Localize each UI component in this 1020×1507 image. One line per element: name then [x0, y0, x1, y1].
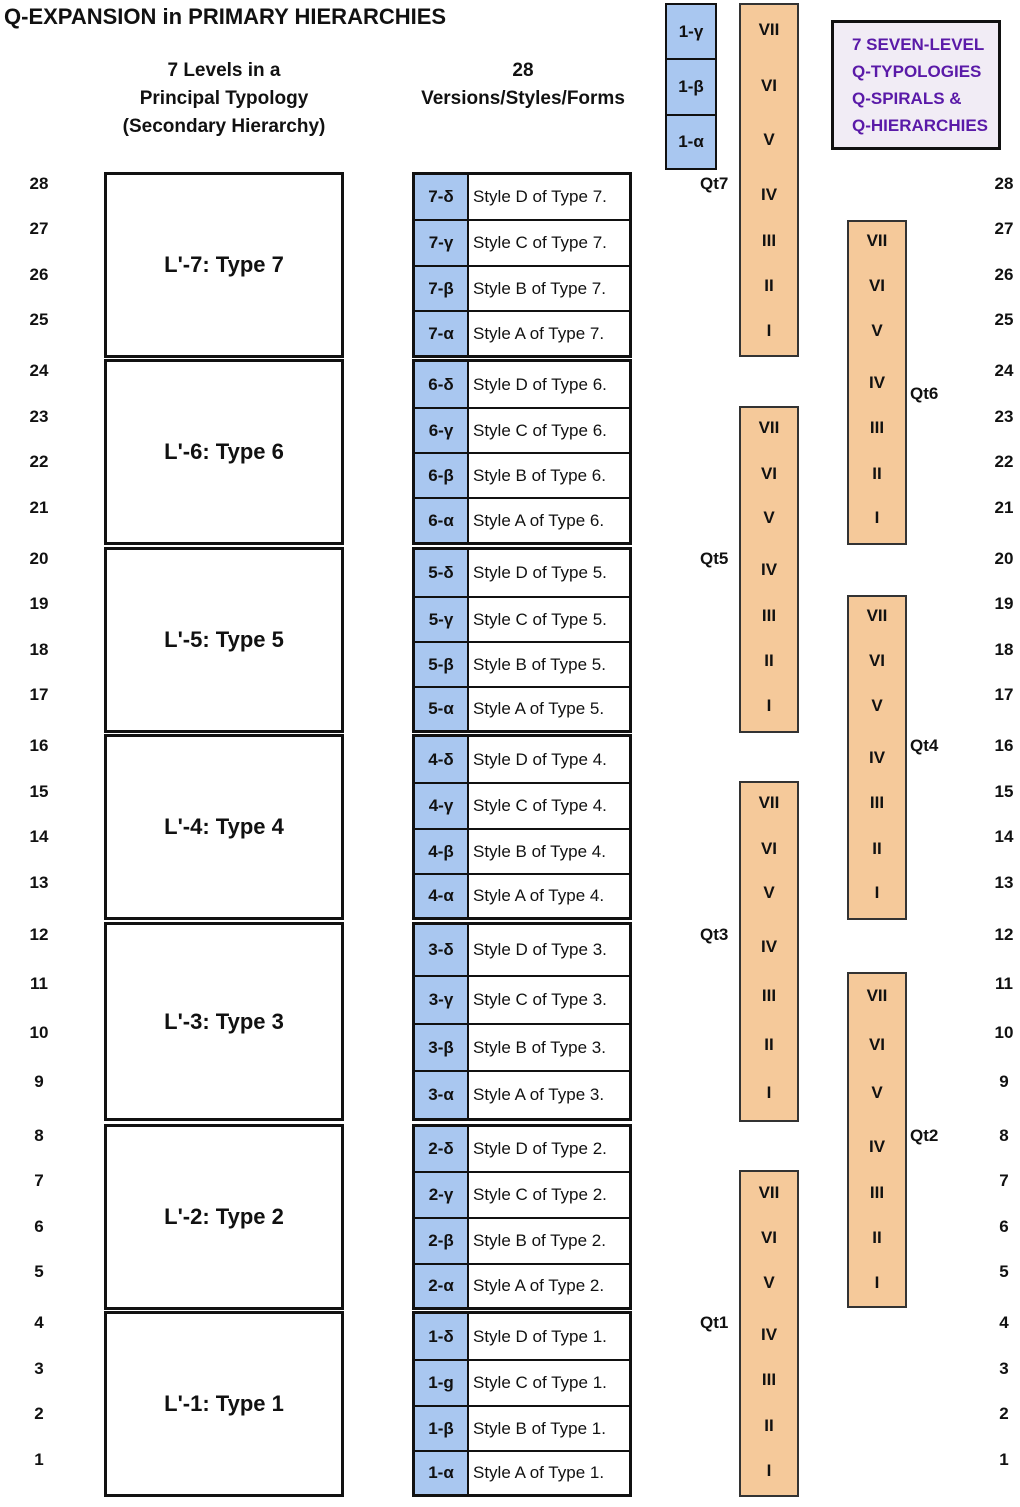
version-code: 1-α	[415, 1452, 469, 1494]
level-number: 18	[29, 640, 49, 659]
version-row	[415, 219, 629, 265]
spiral-bar	[739, 781, 799, 1122]
spiral-bar	[847, 595, 907, 920]
version-row	[415, 1405, 629, 1450]
version-code: 5-α	[415, 688, 469, 730]
version-code: 7-β	[415, 267, 469, 310]
spiral-level: IV	[760, 937, 778, 956]
version-code: 5-δ	[415, 550, 469, 596]
level-number: 3	[999, 1359, 1009, 1378]
spiral-level: V	[763, 508, 775, 527]
spiral-level: VII	[866, 606, 888, 625]
spiral-bar	[847, 220, 907, 545]
version-code: 3-δ	[415, 925, 469, 975]
level-number: 20	[994, 549, 1014, 568]
version-label: Style B of Type 2.	[473, 1231, 606, 1250]
level-number: 9	[34, 1072, 44, 1091]
level-number: 15	[994, 782, 1014, 801]
version-row	[415, 550, 629, 596]
version-label: Style C of Type 5.	[473, 609, 607, 629]
version-label: Style B of Type 7.	[473, 278, 606, 298]
version-row	[415, 1171, 629, 1217]
version-row	[415, 310, 629, 355]
spiral-level: V	[763, 130, 775, 149]
level-number: 22	[994, 452, 1014, 471]
level-number: 5	[999, 1262, 1009, 1281]
level-number: 7	[34, 1171, 44, 1190]
version-label: Style A of Type 6.	[473, 510, 605, 530]
version-row	[415, 782, 629, 828]
level-number: 17	[29, 685, 49, 704]
version-row	[415, 828, 629, 873]
version-code: 2-β	[415, 1219, 469, 1263]
level-number: 3	[34, 1359, 44, 1378]
type-box: L'-4: Type 4	[104, 734, 344, 920]
level-number: 18	[994, 640, 1014, 659]
heading-versions: 28 Versions/Styles/Forms	[421, 60, 625, 109]
version-row	[415, 265, 629, 310]
page-title: Q-EXPANSION in PRIMARY HIERARCHIES	[4, 4, 447, 29]
spiral-level: VII	[758, 20, 780, 39]
level-number: 16	[29, 736, 49, 755]
spiral-level: V	[871, 1083, 883, 1102]
level-number: 12	[994, 925, 1014, 944]
heading-principal-typology: 7 Levels in a Principal Typology (Secondary Hierarchy)	[122, 60, 326, 137]
spiral-level: IV	[760, 1325, 778, 1344]
version-label: Style D of Type 5.	[473, 563, 607, 582]
spiral-level: III	[761, 986, 777, 1005]
level-number: 4	[34, 1313, 44, 1332]
version-code: 5-β	[415, 643, 469, 686]
spiral-level: IV	[868, 373, 886, 392]
spiral-level: VI	[760, 1228, 778, 1247]
spiral-level: II	[872, 839, 882, 858]
spiral-level: III	[761, 1370, 777, 1389]
type-box: L'-3: Type 3	[104, 922, 344, 1121]
version-code: 2-α	[415, 1265, 469, 1307]
version-label: Style A of Type 5.	[473, 699, 605, 718]
spiral-level: VI	[868, 651, 886, 670]
type-box: L'-6: Type 6	[104, 359, 344, 545]
version-group	[412, 547, 632, 733]
spiral-level: III	[869, 793, 885, 812]
version-code: 3-β	[415, 1025, 469, 1070]
level-number: 11	[995, 974, 1013, 993]
version-row	[415, 175, 629, 219]
spiral-level: II	[872, 464, 882, 483]
spiral-level: I	[766, 696, 772, 715]
spiral-level: V	[871, 321, 883, 340]
greek-cell: 1-α	[665, 114, 717, 170]
legend-line: Q-SPIRALS &	[852, 89, 962, 108]
spiral-label: Qt3	[700, 925, 729, 944]
version-code: 2-γ	[415, 1173, 469, 1217]
spiral-level: I	[874, 508, 880, 527]
spiral-level: II	[764, 1035, 774, 1054]
spiral-label: Qt5	[700, 549, 729, 568]
spiral-level: IV	[868, 748, 886, 767]
level-number: 19	[29, 594, 49, 613]
level-number: 17	[994, 685, 1014, 704]
level-number: 21	[29, 498, 49, 517]
version-row	[415, 1314, 629, 1359]
level-number: 13	[29, 873, 49, 892]
legend-box	[831, 20, 1001, 150]
spiral-level: II	[764, 276, 774, 295]
spiral-level: V	[763, 883, 775, 902]
version-code: 2-δ	[415, 1127, 469, 1171]
version-row	[415, 1263, 629, 1307]
level-number: 20	[29, 549, 49, 568]
spiral-bar	[847, 972, 907, 1308]
spiral-level: III	[869, 418, 885, 437]
level-number: 7	[999, 1171, 1009, 1190]
level-number: 23	[994, 407, 1014, 426]
legend-line: Q-TYPOLOGIES	[852, 62, 982, 81]
version-row	[415, 362, 629, 407]
type-box: L'-1: Type 1	[104, 1311, 344, 1497]
spiral-level: I	[874, 883, 880, 902]
version-group	[412, 172, 632, 358]
level-number: 10	[29, 1023, 49, 1042]
level-number: 27	[994, 219, 1014, 238]
level-number: 15	[29, 782, 49, 801]
level-number: 26	[994, 265, 1014, 284]
level-number: 6	[34, 1217, 44, 1236]
level-number: 9	[999, 1072, 1009, 1091]
version-label: Style C of Type 6.	[473, 420, 607, 440]
version-row	[415, 641, 629, 686]
level-number: 25	[29, 310, 49, 329]
level-number: 21	[994, 498, 1014, 517]
spiral-level: VII	[758, 1183, 780, 1202]
spiral-level: VII	[866, 986, 888, 1005]
level-number: 2	[34, 1404, 44, 1423]
version-label: Style B of Type 6.	[473, 465, 606, 485]
version-label: Style B of Type 4.	[473, 841, 606, 861]
version-row	[415, 1217, 629, 1263]
version-label: Style C of Type 3.	[473, 990, 607, 1009]
version-label: Style A of Type 1.	[473, 1463, 605, 1482]
level-number: 13	[994, 873, 1014, 892]
spiral-label: Qt6	[910, 384, 939, 403]
version-row	[415, 596, 629, 641]
version-label: Style D of Type 4.	[473, 749, 607, 769]
spiral-level: I	[766, 1083, 772, 1102]
version-code: 7-α	[415, 312, 469, 355]
version-code: 4-α	[415, 875, 469, 917]
version-row	[415, 737, 629, 782]
spiral-label: Qt4	[910, 736, 939, 755]
version-label: Style C of Type 2.	[473, 1185, 607, 1204]
version-label: Style D of Type 6.	[473, 374, 607, 394]
spiral-level: IV	[760, 185, 778, 204]
level-number: 16	[994, 736, 1014, 755]
level-number: 8	[999, 1126, 1009, 1145]
version-row	[415, 1070, 629, 1118]
version-row	[415, 452, 629, 497]
spiral-level: IV	[868, 1137, 886, 1156]
version-label: Style D of Type 7.	[473, 187, 607, 206]
level-number: 1	[999, 1450, 1009, 1469]
level-number: 25	[994, 310, 1014, 329]
spiral-level: III	[869, 1183, 885, 1202]
version-row	[415, 925, 629, 975]
spiral-level: VI	[868, 276, 886, 295]
version-code: 4-γ	[415, 784, 469, 828]
type-box: L'-2: Type 2	[104, 1124, 344, 1310]
version-row	[415, 975, 629, 1023]
legend-line: 7 SEVEN-LEVEL	[852, 35, 985, 54]
version-code: 4-β	[415, 830, 469, 873]
version-code: 3-γ	[415, 977, 469, 1023]
version-label: Style A of Type 7.	[473, 323, 605, 343]
spiral-bar	[739, 406, 799, 733]
type-box: L'-5: Type 5	[104, 547, 344, 733]
version-code: 1-β	[415, 1407, 469, 1450]
spiral-level: V	[763, 1273, 775, 1292]
greek-cell: 1-β	[665, 58, 717, 116]
level-number: 26	[29, 265, 49, 284]
level-number: 24	[29, 361, 49, 380]
spiral-level: I	[874, 1273, 880, 1292]
spiral-label: Qt7	[700, 174, 729, 193]
version-row	[415, 497, 629, 542]
level-number: 23	[29, 407, 49, 426]
spiral-level: II	[872, 1228, 882, 1247]
level-number: 19	[994, 594, 1014, 613]
version-code: 6-γ	[415, 409, 469, 452]
level-number: 8	[34, 1126, 44, 1145]
spiral-bar	[739, 3, 799, 357]
version-label: Style B of Type 5.	[473, 654, 606, 674]
greek-cell: 1-γ	[665, 3, 717, 60]
spiral-level: VI	[760, 464, 778, 483]
version-row	[415, 1023, 629, 1070]
level-number: 10	[994, 1023, 1014, 1042]
version-row	[415, 1359, 629, 1405]
spiral-level: VII	[758, 793, 780, 812]
version-group	[412, 734, 632, 920]
legend-line: Q-HIERARCHIES	[852, 116, 989, 135]
spiral-level: IV	[760, 560, 778, 579]
version-code: 1-g	[415, 1361, 469, 1405]
version-group	[412, 1124, 632, 1310]
level-number: 14	[994, 827, 1014, 846]
version-code: 1-δ	[415, 1314, 469, 1359]
version-row	[415, 1450, 629, 1494]
version-row	[415, 1127, 629, 1171]
type-box: L'-7: Type 7	[104, 172, 344, 358]
version-label: Style D of Type 2.	[473, 1139, 607, 1158]
level-number: 6	[999, 1217, 1009, 1236]
level-number: 1	[34, 1450, 44, 1469]
version-code: 4-δ	[415, 737, 469, 782]
spiral-label: Qt2	[910, 1126, 939, 1145]
level-number: 28	[994, 174, 1014, 193]
version-group	[412, 1311, 632, 1497]
level-number: 2	[999, 1404, 1009, 1423]
version-code: 6-δ	[415, 362, 469, 407]
level-number: 14	[29, 827, 49, 846]
spiral-level: VI	[760, 76, 778, 95]
spiral-level: III	[761, 606, 777, 625]
version-code: 6-α	[415, 499, 469, 542]
spiral-level: VII	[866, 231, 888, 250]
version-row	[415, 407, 629, 452]
level-number: 12	[29, 925, 49, 944]
version-label: Style C of Type 1.	[473, 1373, 607, 1392]
version-code: 3-α	[415, 1072, 469, 1118]
version-code: 7-δ	[415, 175, 469, 219]
level-number: 27	[29, 219, 49, 238]
version-label: Style D of Type 1.	[473, 1326, 607, 1346]
version-label: Style A of Type 3.	[473, 1085, 605, 1104]
spiral-bar	[739, 1170, 799, 1497]
version-group	[412, 922, 632, 1121]
spiral-level: I	[766, 321, 772, 340]
version-row	[415, 686, 629, 730]
version-code: 5-γ	[415, 598, 469, 641]
version-label: Style B of Type 1.	[473, 1418, 606, 1438]
spiral-level: III	[761, 231, 777, 250]
level-number: 24	[994, 361, 1014, 380]
level-number: 11	[30, 974, 48, 993]
spiral-level: VII	[758, 418, 780, 437]
spiral-level: V	[871, 696, 883, 715]
spiral-level: II	[764, 651, 774, 670]
version-label: Style C of Type 7.	[473, 233, 607, 252]
version-group	[412, 359, 632, 545]
version-label: Style B of Type 3.	[473, 1037, 606, 1057]
level-number: 4	[999, 1313, 1009, 1332]
version-label: Style D of Type 3.	[473, 940, 607, 959]
version-label: Style A of Type 4.	[473, 886, 605, 905]
version-label: Style A of Type 2.	[473, 1276, 605, 1295]
level-number: 5	[34, 1262, 44, 1281]
spiral-level: VI	[760, 839, 778, 858]
spiral-level: I	[766, 1461, 772, 1480]
level-number: 28	[29, 174, 49, 193]
spiral-level: II	[764, 1416, 774, 1435]
level-number: 22	[29, 452, 49, 471]
spiral-label: Qt1	[700, 1313, 729, 1332]
spiral-level: VI	[868, 1035, 886, 1054]
version-code: 7-γ	[415, 221, 469, 265]
version-label: Style C of Type 4.	[473, 796, 607, 815]
version-code: 6-β	[415, 454, 469, 497]
version-row	[415, 873, 629, 917]
